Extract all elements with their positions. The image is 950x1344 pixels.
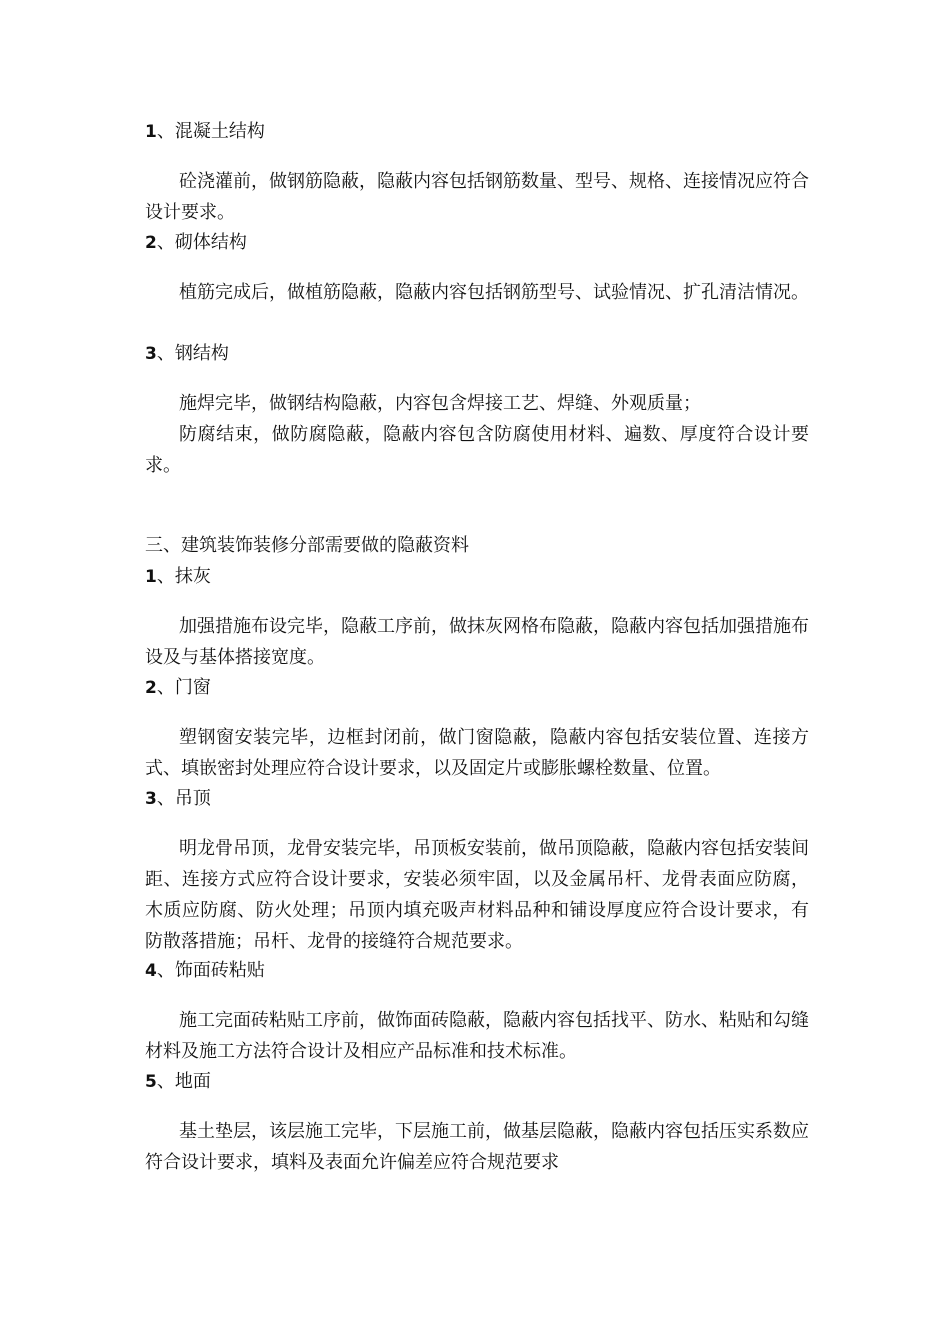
heading-separator: 、 [156, 960, 175, 981]
heading-title: 抹灰 [174, 566, 211, 587]
heading-steel-structure [145, 343, 229, 365]
heading-title: 混凝土结构 [174, 121, 265, 142]
heading-title: 地面 [174, 1071, 211, 1092]
heading-title: 门窗 [174, 677, 211, 698]
heading-doors-windows [145, 677, 211, 699]
paragraph-floor: 基土垫层，该层施工完毕，下层施工前，做基层隐蔽，隐蔽内容包括压实系数应符合设计要求，填料及表面允许偏差应符合规范要求 [145, 1121, 809, 1173]
heading-number: 1 [145, 122, 157, 142]
heading-title: 砌体结构 [174, 232, 247, 253]
heading-separator: 、 [156, 677, 175, 698]
heading-plastering [145, 566, 211, 588]
section-heading-decoration: 三、建筑装饰装修分部需要做的隐蔽资料 [145, 535, 469, 556]
heading-concrete-structure [145, 121, 265, 143]
heading-number: 3 [145, 789, 157, 809]
paragraph-masonry: 植筋完成后，做植筋隐蔽，隐蔽内容包括钢筋型号、试验情况、扩孔清洁情况。 [179, 282, 809, 303]
heading-separator: 、 [156, 788, 175, 809]
paragraph-steel-welding: 施焊完毕，做钢结构隐蔽，内容包含焊接工艺、焊缝、外观质量； [179, 393, 701, 414]
paragraph-tile-facing: 施工完面砖粘贴工序前，做饰面砖隐蔽，隐蔽内容包括找平、防水、粘贴和勾缝材料及施工方法符合设计及相应产品标准和技术标准。 [145, 1010, 809, 1062]
heading-tile-facing [145, 960, 265, 982]
paragraph-doors-windows: 塑钢窗安装完毕，边框封闭前，做门窗隐蔽，隐蔽内容包括安装位置、连接方式、填嵌密封处理应符合设计要求，以及固定片或膨胀螺栓数量、位置。 [145, 727, 809, 779]
heading-separator: 、 [156, 1071, 175, 1092]
paragraph-concrete: 砼浇灌前，做钢筋隐蔽，隐蔽内容包括钢筋数量、型号、规格、连接情况应符合设计要求。 [145, 171, 809, 223]
heading-masonry-structure [145, 232, 247, 254]
heading-title: 吊顶 [174, 788, 211, 809]
heading-floor [145, 1071, 211, 1093]
paragraph-plastering: 加强措施布设完毕，隐蔽工序前，做抹灰网格布隐蔽，隐蔽内容包括加强措施布设及与基体搭接宽度。 [145, 616, 809, 668]
heading-number: 2 [145, 233, 157, 253]
heading-separator: 、 [156, 343, 175, 364]
heading-number: 5 [145, 1072, 157, 1092]
heading-number: 1 [145, 567, 157, 587]
heading-number: 3 [145, 344, 157, 364]
heading-title: 钢结构 [174, 343, 229, 364]
heading-separator: 、 [156, 121, 175, 142]
heading-title: 饰面砖粘贴 [174, 960, 265, 981]
paragraph-ceiling: 明龙骨吊顶，龙骨安装完毕，吊顶板安装前，做吊顶隐蔽，隐蔽内容包括安装间距、连接方式应符合设计要求，安装必须牢固，以及金属吊杆、龙骨表面应防腐，木质应防腐、防火处理；吊顶内填充吸声材料品种和铺设厚度应符合设计要求，有防散落措施；吊杆、龙骨的接缝符合规范要求。 [145, 838, 809, 952]
heading-number: 2 [145, 678, 157, 698]
heading-ceiling [145, 788, 211, 810]
heading-separator: 、 [156, 232, 175, 253]
heading-separator: 、 [156, 566, 175, 587]
heading-number: 4 [145, 961, 157, 981]
paragraph-steel-anticorrosion: 防腐结束，做防腐隐蔽，隐蔽内容包含防腐使用材料、遍数、厚度符合设计要求。 [145, 424, 809, 476]
